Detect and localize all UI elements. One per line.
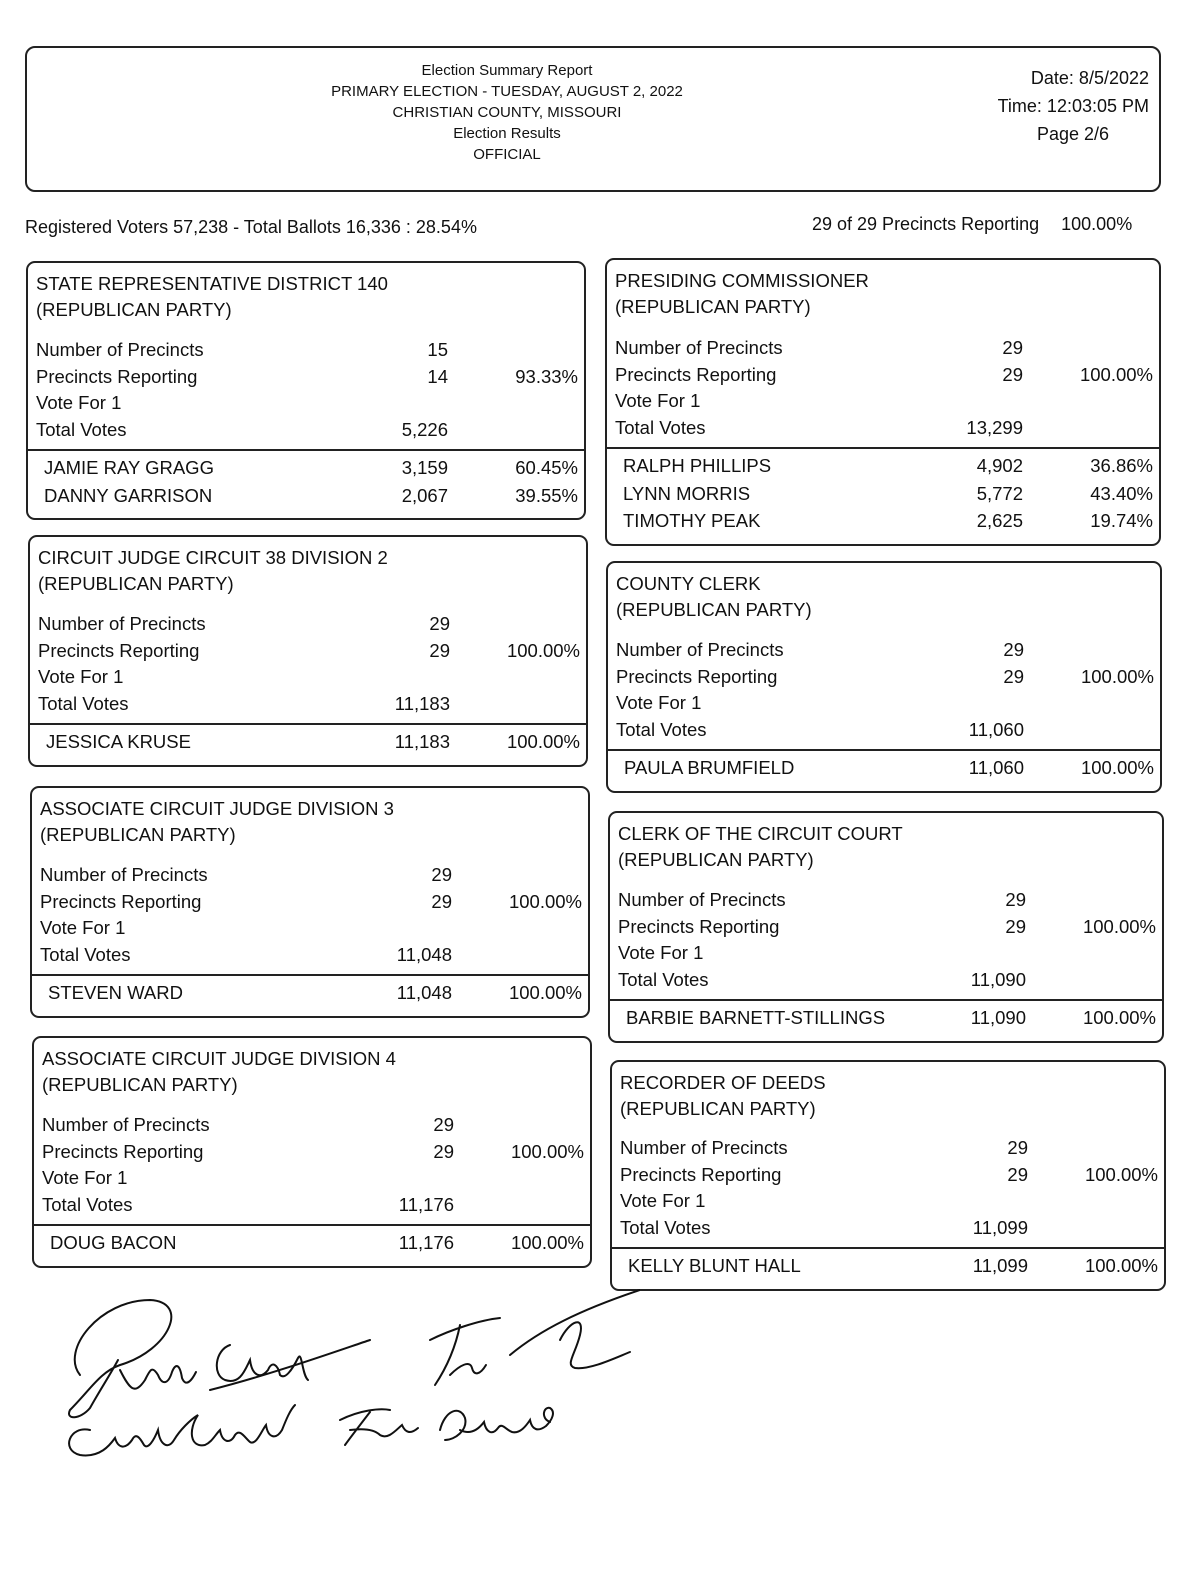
vote-for-row — [616, 690, 1154, 716]
stat-value: 29 — [1003, 665, 1024, 687]
stat-value: 14 — [427, 365, 448, 387]
stat-label: Precincts Reporting — [36, 365, 198, 387]
race-office: PRESIDING COMMISSIONER — [615, 270, 869, 291]
precincts-reporting-text: 29 of 29 Precincts Reporting — [812, 214, 1040, 234]
divider — [30, 723, 586, 725]
candidate-name: LYNN MORRIS — [623, 482, 751, 504]
race-party: (REPUBLICAN PARTY) — [616, 599, 812, 620]
stat-label: Precincts Reporting — [618, 915, 780, 937]
vote-for-row — [618, 940, 1156, 966]
precincts-reporting-pct: 100.00% — [1061, 214, 1133, 234]
candidate-pct: 19.74% — [1090, 510, 1153, 531]
precincts-reporting-summary — [812, 214, 1132, 235]
divider — [607, 447, 1159, 449]
race-party: (REPUBLICAN PARTY) — [618, 849, 814, 870]
race-box — [610, 1060, 1166, 1291]
divider — [28, 449, 584, 451]
candidate-pct: 100.00% — [506, 731, 580, 752]
stat-label: Vote For 1 — [36, 392, 122, 413]
stat-value: 29 — [1002, 363, 1023, 385]
race-party: (REPUBLICAN PARTY) — [615, 296, 811, 317]
stat-value: 29 — [1007, 1137, 1028, 1158]
stat-value: 5,226 — [401, 418, 448, 440]
candidate-votes: 2,625 — [976, 510, 1023, 531]
stat-label: Number of Precincts — [615, 337, 783, 358]
stat-value: 29 — [431, 890, 452, 912]
candidate-votes: 11,090 — [970, 1007, 1026, 1028]
results-label: Election Results — [453, 125, 561, 142]
num-precincts-row — [36, 337, 578, 363]
precincts-reporting-row — [620, 1162, 1158, 1188]
precincts-reporting-row — [40, 889, 582, 915]
stat-value: 29 — [1007, 1163, 1028, 1185]
stat-pct: 100.00% — [1079, 363, 1153, 385]
candidate-name: STEVEN WARD — [48, 982, 183, 1003]
candidate-row — [38, 729, 580, 755]
stat-label: Vote For 1 — [620, 1190, 706, 1211]
stat-label: Vote For 1 — [38, 666, 124, 687]
stat-value: 11,060 — [968, 718, 1024, 740]
candidate-name: DANNY GARRISON — [44, 484, 213, 506]
num-precincts-row — [615, 335, 1153, 361]
race-box — [608, 811, 1164, 1043]
vote-for-row — [620, 1188, 1158, 1214]
race-office: CIRCUIT JUDGE CIRCUIT 38 DIVISION 2 — [38, 547, 388, 568]
stat-label: Number of Precincts — [38, 613, 206, 634]
candidate-name: JAMIE RAY GRAGG — [44, 457, 214, 478]
report-title-block — [277, 60, 737, 165]
stat-label: Precincts Reporting — [40, 890, 202, 912]
candidate-votes: 4,902 — [976, 455, 1023, 476]
report-header — [25, 46, 1161, 192]
stat-label: Number of Precincts — [40, 864, 208, 885]
candidate-pct: 100.00% — [510, 1232, 584, 1253]
stat-label: Precincts Reporting — [38, 639, 200, 661]
stat-label: Total Votes — [40, 943, 131, 965]
stat-value: 29 — [1005, 915, 1026, 937]
stat-value: 29 — [429, 639, 450, 661]
candidate-row — [42, 1230, 584, 1256]
stat-label: Total Votes — [618, 968, 709, 990]
stat-value: 11,099 — [972, 1216, 1028, 1238]
candidate-votes: 11,099 — [972, 1255, 1028, 1276]
candidate-row — [615, 481, 1153, 507]
num-precincts-row — [620, 1135, 1158, 1161]
stat-label: Precincts Reporting — [616, 665, 778, 687]
candidate-pct: 100.00% — [1084, 1255, 1158, 1276]
candidate-votes: 11,176 — [398, 1232, 454, 1253]
registered-voters-summary: Registered Voters 57,238 - Total Ballots 16,336 : 28.54% — [25, 217, 477, 237]
divider — [612, 1247, 1164, 1249]
stat-pct: 100.00% — [508, 890, 582, 912]
race-title — [615, 268, 869, 320]
stat-value: 29 — [429, 613, 450, 634]
report-meta — [998, 64, 1149, 148]
candidate-pct: 100.00% — [1082, 1007, 1156, 1028]
precincts-reporting-row — [615, 362, 1153, 388]
report-title: Election Summary Report — [421, 62, 593, 79]
precincts-reporting-row — [36, 364, 578, 390]
stat-value: 29 — [1003, 639, 1024, 660]
race-party: (REPUBLICAN PARTY) — [38, 573, 234, 594]
total-votes-row — [615, 415, 1153, 441]
race-office: STATE REPRESENTATIVE DISTRICT 140 — [36, 273, 388, 294]
candidate-votes: 11,060 — [968, 757, 1024, 778]
race-box — [30, 786, 590, 1018]
divider — [34, 1224, 590, 1226]
stat-label: Total Votes — [36, 418, 127, 440]
stat-label: Total Votes — [38, 692, 129, 714]
vote-for-row — [42, 1165, 584, 1191]
total-votes-row — [618, 967, 1156, 993]
stat-label: Vote For 1 — [42, 1167, 128, 1188]
vote-for-row — [36, 390, 578, 416]
candidate-name: PAULA BRUMFIELD — [624, 757, 795, 778]
stat-value: 29 — [1002, 337, 1023, 358]
candidate-votes: 2,067 — [401, 484, 448, 506]
stat-pct: 100.00% — [506, 639, 580, 661]
candidate-name: TIMOTHY PEAK — [623, 510, 761, 531]
stat-pct: 100.00% — [1084, 1163, 1158, 1185]
race-box — [28, 535, 588, 767]
candidate-row — [615, 453, 1153, 479]
candidate-row — [40, 980, 582, 1006]
stat-value: 29 — [1005, 889, 1026, 910]
race-title — [38, 545, 388, 597]
stat-label: Number of Precincts — [42, 1114, 210, 1135]
candidate-pct: 100.00% — [1080, 757, 1154, 778]
candidate-votes: 11,183 — [394, 731, 450, 752]
stat-label: Total Votes — [42, 1193, 133, 1215]
stat-value: 13,299 — [966, 416, 1023, 438]
race-box — [605, 258, 1161, 546]
report-time: Time: 12:03:05 PM — [997, 96, 1149, 116]
stat-label: Total Votes — [616, 718, 707, 740]
candidate-name: BARBIE BARNETT-STILLINGS — [626, 1007, 886, 1028]
race-title — [620, 1070, 826, 1122]
race-box — [32, 1036, 592, 1268]
stat-label: Number of Precincts — [618, 889, 786, 910]
stat-value: 11,176 — [398, 1193, 454, 1215]
candidate-votes: 3,159 — [401, 457, 448, 478]
race-title — [616, 571, 812, 623]
race-office: ASSOCIATE CIRCUIT JUDGE DIVISION 4 — [42, 1048, 396, 1069]
stat-label: Vote For 1 — [615, 390, 701, 411]
total-votes-row — [42, 1192, 584, 1218]
candidate-pct: 100.00% — [508, 982, 582, 1003]
stat-pct: 100.00% — [1080, 665, 1154, 687]
candidate-name: DOUG BACON — [50, 1232, 177, 1253]
stat-pct: 100.00% — [510, 1140, 584, 1162]
race-box — [606, 561, 1162, 793]
candidate-name: JESSICA KRUSE — [46, 731, 191, 752]
race-title — [36, 271, 388, 323]
candidate-pct: 36.86% — [1090, 455, 1153, 476]
race-office: COUNTY CLERK — [616, 573, 761, 594]
precincts-reporting-row — [616, 664, 1154, 690]
signatures-image — [40, 1280, 640, 1480]
candidate-name: KELLY BLUNT HALL — [628, 1255, 801, 1276]
candidate-pct: 39.55% — [515, 484, 578, 506]
stat-label: Total Votes — [615, 416, 706, 438]
stat-label: Number of Precincts — [620, 1137, 788, 1158]
total-votes-row — [38, 691, 580, 717]
stat-value: 11,183 — [394, 692, 450, 714]
race-box — [26, 261, 586, 520]
candidate-votes: 11,048 — [396, 982, 452, 1003]
num-precincts-row — [42, 1112, 584, 1138]
stat-value: 29 — [431, 864, 452, 885]
num-precincts-row — [40, 862, 582, 888]
race-party: (REPUBLICAN PARTY) — [42, 1074, 238, 1095]
stat-value: 11,048 — [396, 943, 452, 965]
candidate-row — [620, 1253, 1158, 1279]
race-office: RECORDER OF DEEDS — [620, 1072, 826, 1093]
race-title — [618, 821, 903, 873]
race-title — [40, 796, 394, 848]
vote-for-row — [40, 915, 582, 941]
stat-label: Vote For 1 — [618, 942, 704, 963]
num-precincts-row — [38, 611, 580, 637]
candidate-pct: 60.45% — [515, 457, 578, 478]
divider — [608, 749, 1160, 751]
election-name: PRIMARY ELECTION - TUESDAY, AUGUST 2, 2022 — [331, 83, 683, 100]
page-number: Page 2/6 — [1036, 124, 1109, 144]
candidate-pct: 43.40% — [1090, 482, 1153, 504]
candidate-votes: 5,772 — [976, 482, 1023, 504]
stat-label: Number of Precincts — [616, 639, 784, 660]
stat-label: Precincts Reporting — [42, 1140, 204, 1162]
stat-pct: 93.33% — [515, 365, 578, 387]
stat-label: Vote For 1 — [616, 692, 702, 713]
race-party: (REPUBLICAN PARTY) — [40, 824, 236, 845]
total-votes-row — [616, 717, 1154, 743]
divider — [32, 974, 588, 976]
county-name: CHRISTIAN COUNTY, MISSOURI — [392, 104, 622, 121]
total-votes-row — [40, 942, 582, 968]
race-party: (REPUBLICAN PARTY) — [36, 299, 232, 320]
num-precincts-row — [616, 637, 1154, 663]
stat-label: Precincts Reporting — [615, 363, 777, 385]
stat-value: 11,090 — [970, 968, 1026, 990]
stat-label: Precincts Reporting — [620, 1163, 782, 1185]
race-title — [42, 1046, 396, 1098]
official-label: OFFICIAL — [473, 146, 541, 163]
stat-pct: 100.00% — [1082, 915, 1156, 937]
stat-label: Total Votes — [620, 1216, 711, 1238]
total-votes-row — [620, 1215, 1158, 1241]
vote-for-row — [615, 388, 1153, 414]
race-party: (REPUBLICAN PARTY) — [620, 1098, 816, 1119]
race-office: CLERK OF THE CIRCUIT COURT — [618, 823, 903, 844]
stat-value: 15 — [427, 339, 448, 360]
stat-value: 29 — [433, 1114, 454, 1135]
precincts-reporting-row — [618, 914, 1156, 940]
candidate-row — [36, 455, 578, 481]
stat-value: 29 — [433, 1140, 454, 1162]
total-votes-row — [36, 417, 578, 443]
report-date: Date: 8/5/2022 — [1030, 68, 1149, 88]
stat-label: Number of Precincts — [36, 339, 204, 360]
stat-label: Vote For 1 — [40, 917, 126, 938]
precincts-reporting-row — [38, 638, 580, 664]
candidate-row — [618, 1005, 1156, 1031]
vote-for-row — [38, 664, 580, 690]
race-office: ASSOCIATE CIRCUIT JUDGE DIVISION 3 — [40, 798, 394, 819]
num-precincts-row — [618, 887, 1156, 913]
divider — [610, 999, 1162, 1001]
candidate-name: RALPH PHILLIPS — [623, 455, 772, 476]
precincts-reporting-row — [42, 1139, 584, 1165]
candidate-row — [615, 508, 1153, 534]
candidate-row — [616, 755, 1154, 781]
candidate-row — [36, 483, 578, 509]
